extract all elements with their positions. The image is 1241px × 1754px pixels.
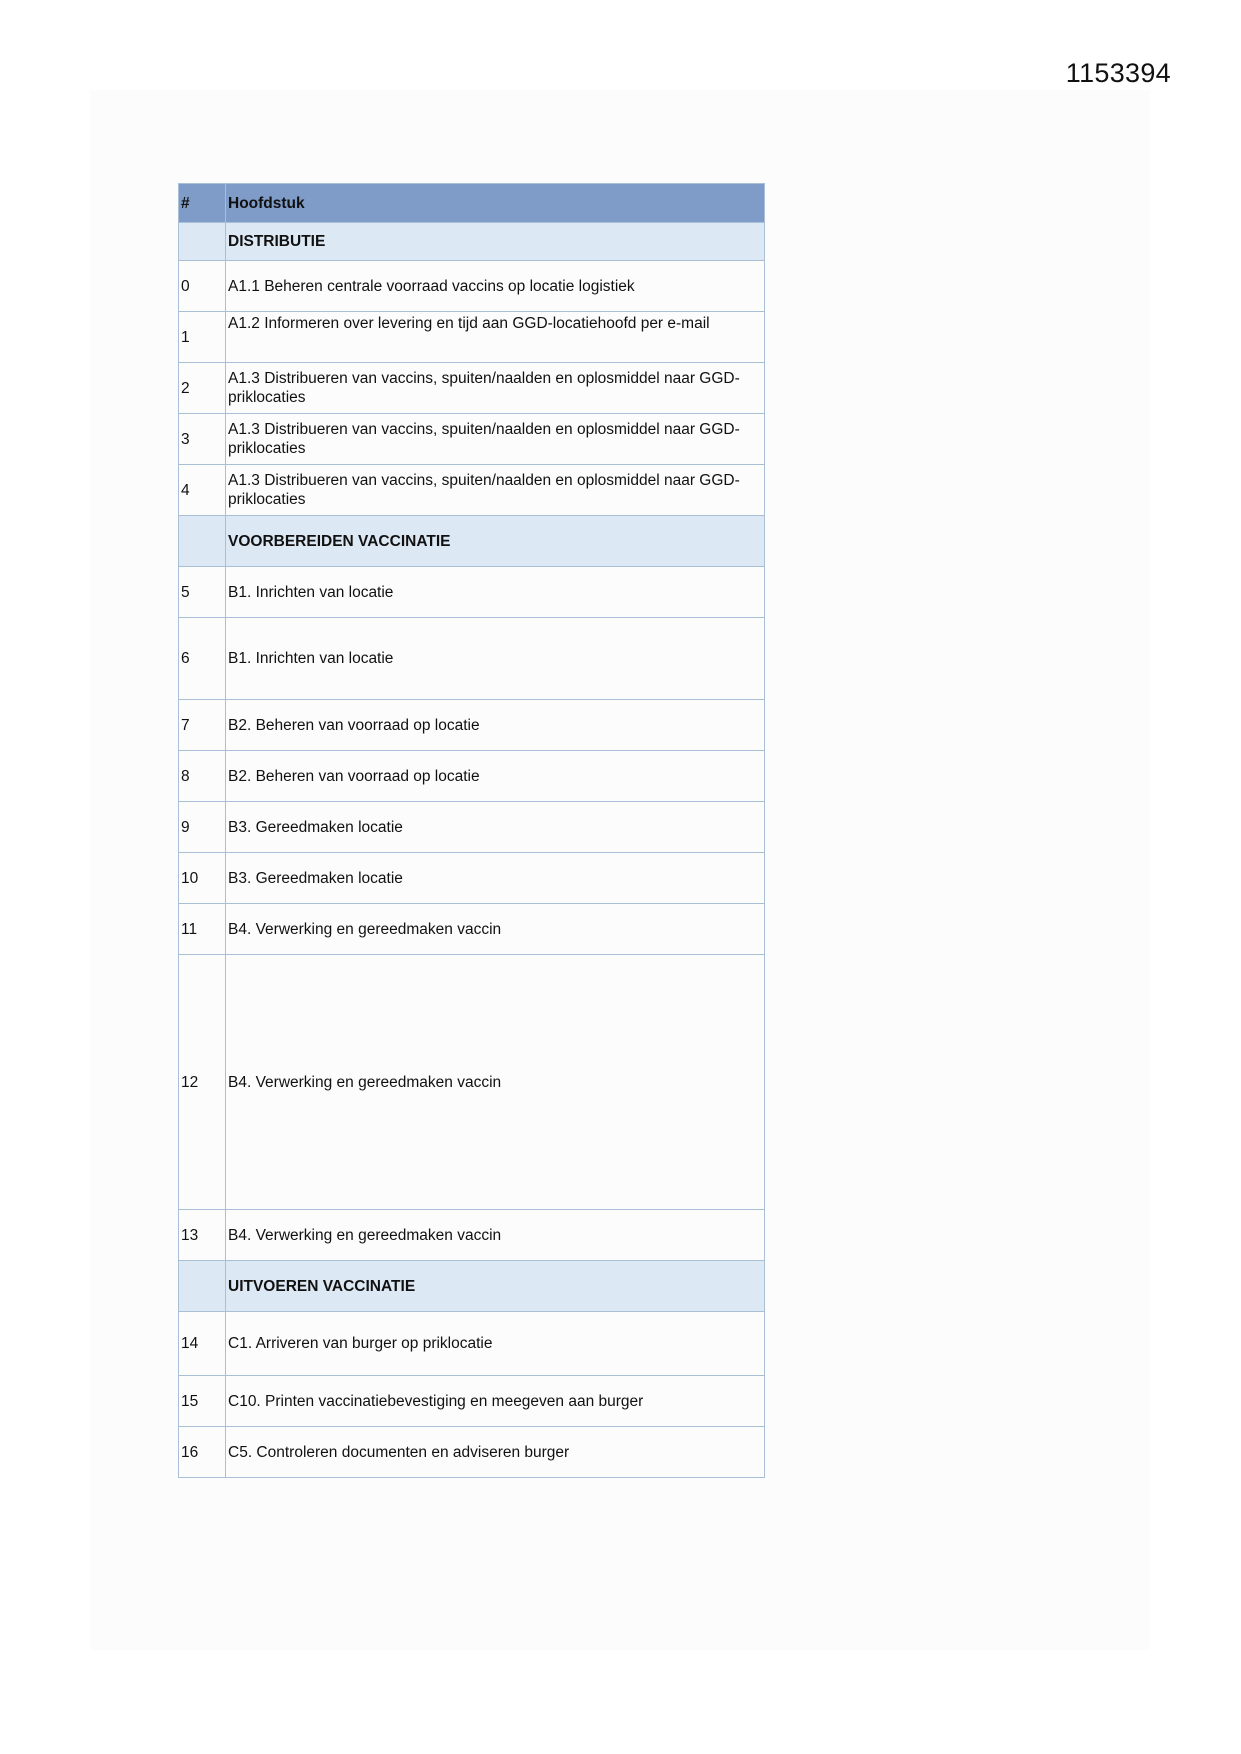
row-chapter: B2. Beheren van voorraad op locatie	[226, 751, 765, 802]
section-title: VOORBEREIDEN VACCINATIE	[226, 516, 765, 567]
row-number: 4	[179, 465, 226, 516]
section-title: UITVOEREN VACCINATIE	[226, 1261, 765, 1312]
row-chapter: B4. Verwerking en gereedmaken vaccin	[226, 904, 765, 955]
table-row	[179, 414, 765, 465]
row-number: 7	[179, 700, 226, 751]
row-number: 0	[179, 261, 226, 312]
table-header-row	[179, 184, 765, 223]
column-header-chapter: Hoofdstuk	[226, 184, 765, 223]
row-number	[179, 223, 226, 261]
table-row	[179, 904, 765, 955]
row-chapter: A1.3 Distribueren van vaccins, spuiten/naalden en oplosmiddel naar GGD-priklocaties	[226, 363, 765, 414]
row-number: 15	[179, 1376, 226, 1427]
row-chapter: B3. Gereedmaken locatie	[226, 853, 765, 904]
chapter-table	[178, 183, 765, 1478]
row-number: 16	[179, 1427, 226, 1478]
column-header-number: #	[179, 184, 226, 223]
row-chapter: B1. Inrichten van locatie	[226, 618, 765, 700]
row-number: 3	[179, 414, 226, 465]
table-row	[179, 853, 765, 904]
row-chapter: A1.2 Informeren over levering en tijd aan GGD-locatiehoofd per e-mail	[226, 312, 765, 363]
table-row	[179, 618, 765, 700]
row-chapter: C10. Printen vaccinatiebevestiging en meegeven aan burger	[226, 1376, 765, 1427]
document-number: 1153394	[1065, 58, 1171, 88]
row-chapter: B1. Inrichten van locatie	[226, 567, 765, 618]
row-chapter: A1.3 Distribueren van vaccins, spuiten/naalden en oplosmiddel naar GGD-priklocaties	[226, 414, 765, 465]
table-row	[179, 955, 765, 1210]
row-number	[179, 1261, 226, 1312]
row-chapter: B2. Beheren van voorraad op locatie	[226, 700, 765, 751]
row-number: 12	[179, 955, 226, 1210]
section-row-distributie	[179, 223, 765, 261]
table-row	[179, 363, 765, 414]
row-number: 10	[179, 853, 226, 904]
row-chapter: B4. Verwerking en gereedmaken vaccin	[226, 955, 765, 1210]
table-row	[179, 1427, 765, 1478]
row-number	[179, 516, 226, 567]
table-row	[179, 802, 765, 853]
table-row	[179, 1312, 765, 1376]
table-row	[179, 751, 765, 802]
table-row	[179, 1210, 765, 1261]
table-row	[179, 1376, 765, 1427]
row-number: 11	[179, 904, 226, 955]
table-row	[179, 567, 765, 618]
row-number: 2	[179, 363, 226, 414]
row-number: 9	[179, 802, 226, 853]
row-number: 13	[179, 1210, 226, 1261]
row-chapter: B3. Gereedmaken locatie	[226, 802, 765, 853]
table-row	[179, 700, 765, 751]
section-row-uitvoeren-vaccinatie	[179, 1261, 765, 1312]
row-chapter: A1.1 Beheren centrale voorraad vaccins op locatie logistiek	[226, 261, 765, 312]
section-title: DISTRIBUTIE	[226, 223, 765, 261]
row-chapter: B4. Verwerking en gereedmaken vaccin	[226, 1210, 765, 1261]
table-row	[179, 465, 765, 516]
table-row	[179, 312, 765, 363]
row-number: 1	[179, 312, 226, 363]
section-row-voorbereiden-vaccinatie	[179, 516, 765, 567]
row-number: 5	[179, 567, 226, 618]
row-number: 8	[179, 751, 226, 802]
row-chapter: A1.3 Distribueren van vaccins, spuiten/naalden en oplosmiddel naar GGD-priklocaties	[226, 465, 765, 516]
row-number: 14	[179, 1312, 226, 1376]
table-row	[179, 261, 765, 312]
row-chapter: C5. Controleren documenten en adviseren burger	[226, 1427, 765, 1478]
row-chapter: C1. Arriveren van burger op priklocatie	[226, 1312, 765, 1376]
row-number: 6	[179, 618, 226, 700]
